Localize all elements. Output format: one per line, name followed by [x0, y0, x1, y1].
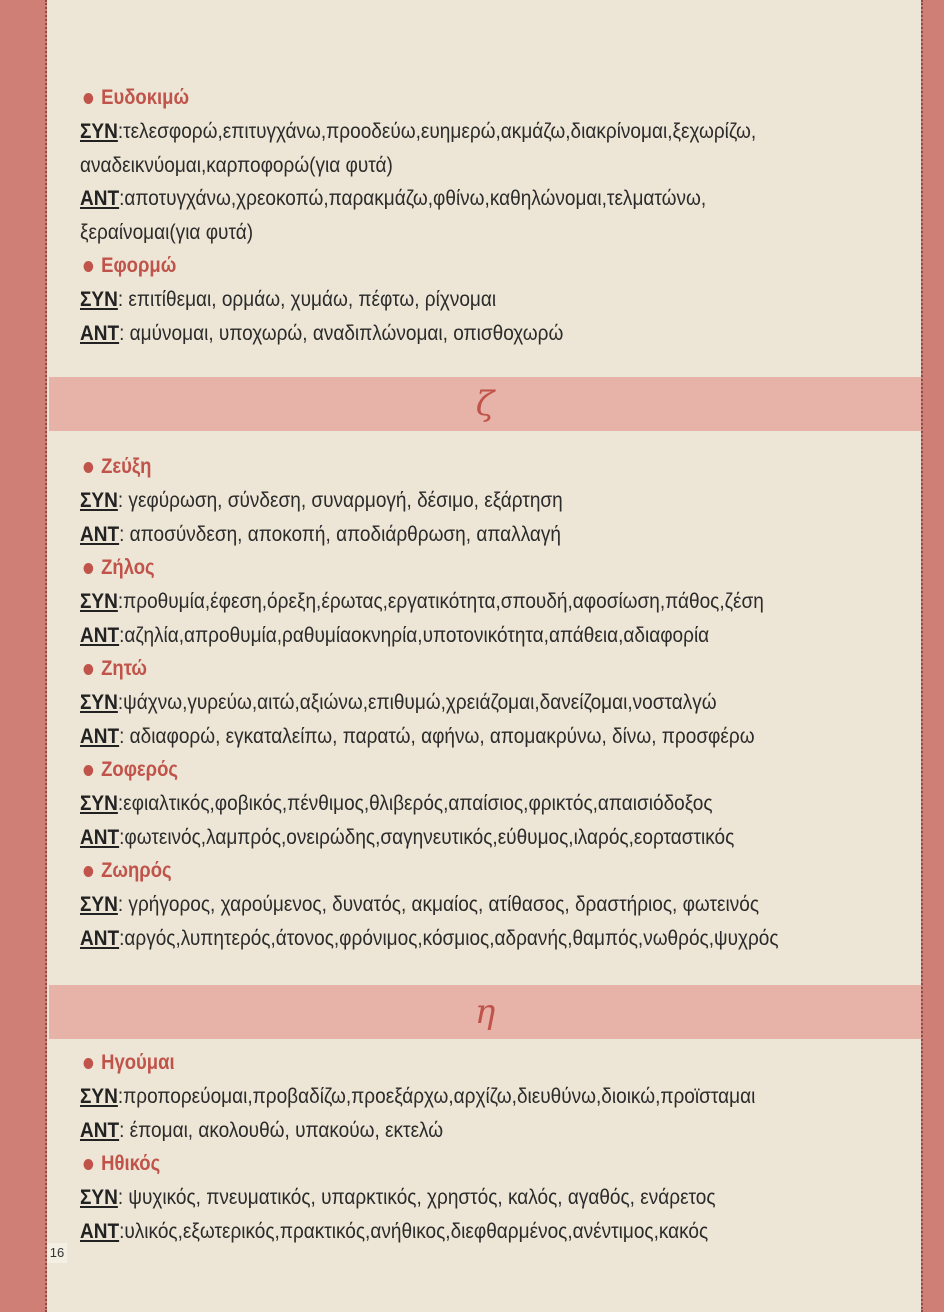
- bullet-icon: [84, 1058, 94, 1069]
- entry: [80, 81, 900, 249]
- section-epsilon: [80, 81, 900, 350]
- entry-headword: Ζεύξη: [80, 450, 802, 484]
- entry: [80, 652, 900, 753]
- ant-label: ΑΝΤ: [80, 1218, 120, 1243]
- ant-line: ΑΝΤ: αδιαφορώ, εγκαταλείπω, παρατώ, αφήνω, απομακρύνω, δίνω, προσφέρω: [80, 723, 755, 748]
- syn-label: ΣΥΝ: [80, 1185, 118, 1209]
- ant-label: ΑΝΤ: [80, 186, 120, 210]
- ant-label: ΑΝΤ: [80, 1117, 120, 1142]
- bullet-icon: [84, 866, 94, 877]
- page-number: 16: [47, 1243, 67, 1263]
- bullet-icon: [84, 93, 94, 104]
- syn-label: ΣΥΝ: [80, 589, 118, 613]
- syn-label: ΣΥΝ: [80, 791, 118, 815]
- entry: [80, 1046, 900, 1147]
- ant-label: ΑΝΤ: [80, 925, 120, 950]
- section-zeta: [80, 450, 900, 955]
- syn-label: ΣΥΝ: [80, 892, 118, 916]
- syn-line: ΣΥΝ:ψάχνω,γυρεύω,αιτώ,αξιώνω,επιθυμώ,χρειάζομαι,δανείζομαι,νοσταλγώ: [80, 690, 717, 714]
- right-border: [921, 0, 944, 1312]
- entry: [80, 1147, 900, 1248]
- ant-label: ΑΝΤ: [80, 622, 120, 647]
- syn-label: ΣΥΝ: [80, 690, 118, 714]
- bullet-icon: [84, 1159, 94, 1170]
- syn-line: ΣΥΝ:προπορεύομαι,προβαδίζω,προεξάρχω,αρχίζω,διευθύνω,διοικώ,προϊσταμαι: [80, 1084, 756, 1108]
- letter-band-eta: [49, 985, 921, 1039]
- entry-headword: Ζωηρός: [80, 854, 802, 888]
- section-letter: η: [474, 992, 496, 1032]
- ant-line: ΑΝΤ:φωτεινός,λαμπρός,ονειρώδης,σαγηνευτικός,εύθυμος,ιλαρός,εορταστικός: [80, 824, 735, 849]
- ant-label: ΑΝΤ: [80, 723, 120, 748]
- entry: [80, 249, 900, 350]
- ant-line: ΑΝΤ:υλικός,εξωτερικός,πρακτικός,ανήθικος,διεφθαρμένος,ανέντιμος,κακός: [80, 1218, 709, 1243]
- entry-headword: Ηγούμαι: [80, 1046, 802, 1080]
- ant-label: ΑΝΤ: [80, 320, 120, 345]
- letter-band-zeta: [49, 377, 921, 431]
- ant-label: ΑΝΤ: [80, 824, 120, 849]
- bullet-icon: [84, 664, 94, 675]
- syn-label: ΣΥΝ: [80, 287, 118, 311]
- bullet-icon: [84, 462, 94, 473]
- ant-line: ΑΝΤ: έπομαι, ακολουθώ, υπακούω, εκτελώ: [80, 1117, 444, 1142]
- entry: [80, 753, 900, 854]
- entry: [80, 450, 900, 551]
- syn-line: ΣΥΝ:τελεσφορώ,επιτυγχάνω,προοδεύω,ευημερώ,ακμάζω,διακρίνομαι,ξεχωρίζω,: [80, 119, 757, 143]
- syn-label: ΣΥΝ: [80, 1084, 118, 1108]
- ant-label: ΑΝΤ: [80, 521, 120, 546]
- syn-line: ΣΥΝ: ψυχικός, πνευματικός, υπαρκτικός, χρηστός, καλός, αγαθός, ενάρετος: [80, 1185, 716, 1209]
- syn-line: ΣΥΝ: επιτίθεμαι, ορμάω, χυμάω, πέφτω, ρίχνομαι: [80, 287, 497, 311]
- ant-line: ΑΝΤ: αμύνομαι, υποχωρώ, αναδιπλώνομαι, οπισθοχωρώ: [80, 320, 564, 345]
- syn-line: ΣΥΝ:προθυμία,έφεση,όρεξη,έρωτας,εργατικότητα,σπουδή,αφοσίωση,πάθος,ζέση: [80, 589, 764, 613]
- ant-line: ΑΝΤ:αποτυγχάνω,χρεοκοπώ,παρακμάζω,φθίνω,καθηλώνομαι,τελματώνω,: [80, 186, 707, 210]
- entry: [80, 854, 900, 955]
- left-border: [0, 0, 47, 1312]
- ant-line: ΑΝΤ:αζηλία,απροθυμία,ραθυμίαοκνηρία,υποτονικότητα,απάθεια,αδιαφορία: [80, 622, 710, 647]
- bullet-icon: [84, 765, 94, 776]
- syn-line-cont: αναδεικνύομαι,καρποφορώ(για φυτά): [80, 152, 393, 177]
- section-eta: [80, 1046, 900, 1248]
- syn-label: ΣΥΝ: [80, 488, 118, 512]
- ant-line: ΑΝΤ: αποσύνδεση, αποκοπή, αποδιάρθρωση, απαλλαγή: [80, 521, 562, 546]
- bullet-icon: [84, 563, 94, 574]
- ant-line-cont: ξεραίνομαι(για φυτά): [80, 219, 254, 244]
- syn-line: ΣΥΝ:εφιαλτικός,φοβικός,πένθιμος,θλιβερός,απαίσιος,φρικτός,απαισιόδοξος: [80, 791, 713, 815]
- entry-headword: Ευδοκιμώ: [80, 81, 802, 115]
- entry: [80, 551, 900, 652]
- entry-headword: Εφορμώ: [80, 249, 802, 283]
- syn-line: ΣΥΝ: γεφύρωση, σύνδεση, συναρμογή, δέσιμο, εξάρτηση: [80, 488, 563, 512]
- entry-headword: Ηθικός: [80, 1147, 802, 1181]
- entry-headword: Ζήλος: [80, 551, 802, 585]
- syn-label: ΣΥΝ: [80, 119, 118, 143]
- ant-line: ΑΝΤ:αργός,λυπητερός,άτονος,φρόνιμος,κόσμιος,αδρανής,θαμπός,νωθρός,ψυχρός: [80, 925, 779, 950]
- bullet-icon: [84, 261, 94, 272]
- entry-headword: Ζοφερός: [80, 753, 802, 787]
- section-letter: ζ: [475, 384, 495, 424]
- entry-headword: Ζητώ: [80, 652, 802, 686]
- syn-line: ΣΥΝ: γρήγορος, χαρούμενος, δυνατός, ακμαίος, ατίθασος, δραστήριος, φωτεινός: [80, 892, 760, 916]
